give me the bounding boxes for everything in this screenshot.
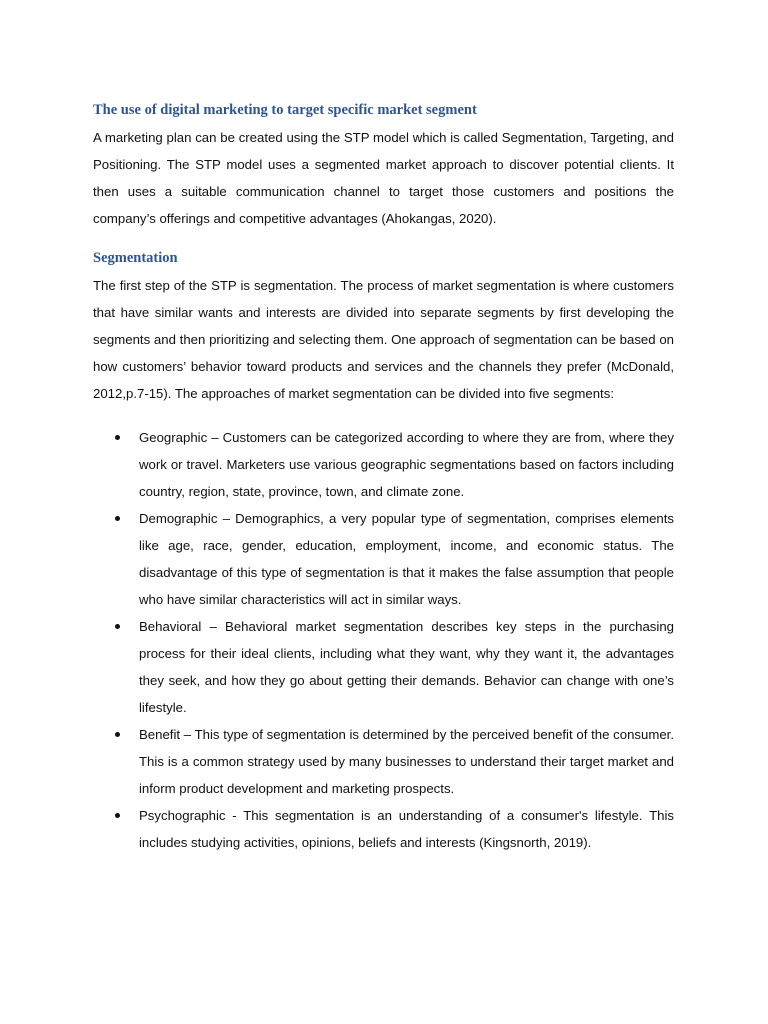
bullet-text: Geographic – Customers can be categorized according to where they are from, where they work or travel. Marketers use various geographic segmentations based on factors including country, region, state, province, town, and climate zone. — [139, 430, 674, 499]
bullet-text: Demographic – Demographics, a very popular type of segmentation, comprises elements like age, race, gender, education, employment, income, and economic status. The disadvantage of this type of segmentation is that it makes the false assumption that people who have similar characteristics will act in similar ways. — [139, 511, 674, 607]
intro-paragraph: A marketing plan can be created using the STP model which is called Segmentation, Targeting, and Positioning. The STP model uses a segmented market approach to discover potential clients. It then uses a suitable communication channel to target those customers and positions the company’s offerings and competitive advantages (Ahokangas, 2020). — [93, 130, 674, 226]
bullet-text: Psychographic - This segmentation is an understanding of a consumer's lifestyle. This includes studying activities, opinions, beliefs and interests (Kingsnorth, 2019). — [139, 808, 674, 850]
bullet-item-geographic — [93, 424, 674, 505]
bullet-icon — [115, 516, 120, 521]
bullet-text: Behavioral – Behavioral market segmentation describes key steps in the purchasing process for their ideal clients, including what they want, why they want it, the advantages they seek, and how they go about getting their demands. Behavior can change with one’s lifestyle. — [139, 619, 674, 715]
section-heading-segmentation: Segmentation — [93, 250, 178, 266]
bullet-item-benefit — [93, 721, 674, 802]
bullet-item-demographic — [93, 505, 674, 613]
bullet-item-behavioral — [93, 613, 674, 721]
bullet-icon — [115, 435, 120, 440]
segmentation-bullet-list — [93, 424, 674, 856]
bullet-icon — [115, 813, 120, 818]
section-heading-digital-marketing: The use of digital marketing to target specific market segment — [93, 102, 477, 118]
document-body — [93, 100, 674, 856]
bullet-text: Benefit – This type of segmentation is determined by the perceived benefit of the consumer. This is a common strategy used by many businesses to understand their target market and inform product development and marketing prospects. — [139, 727, 674, 796]
bullet-item-psychographic — [93, 802, 674, 856]
segmentation-paragraph: The first step of the STP is segmentation. The process of market segmentation is where customers that have similar wants and interests are divided into separate segments by first developing the segments and then prioritizing and selecting them. One approach of segmentation can be based on how customers’ behavior toward products and services and the channels they prefer (McDonald, 2012,p.7-15). The approaches of market segmentation can be divided into five segments: — [93, 278, 674, 401]
bullet-icon — [115, 732, 120, 737]
bullet-icon — [115, 624, 120, 629]
